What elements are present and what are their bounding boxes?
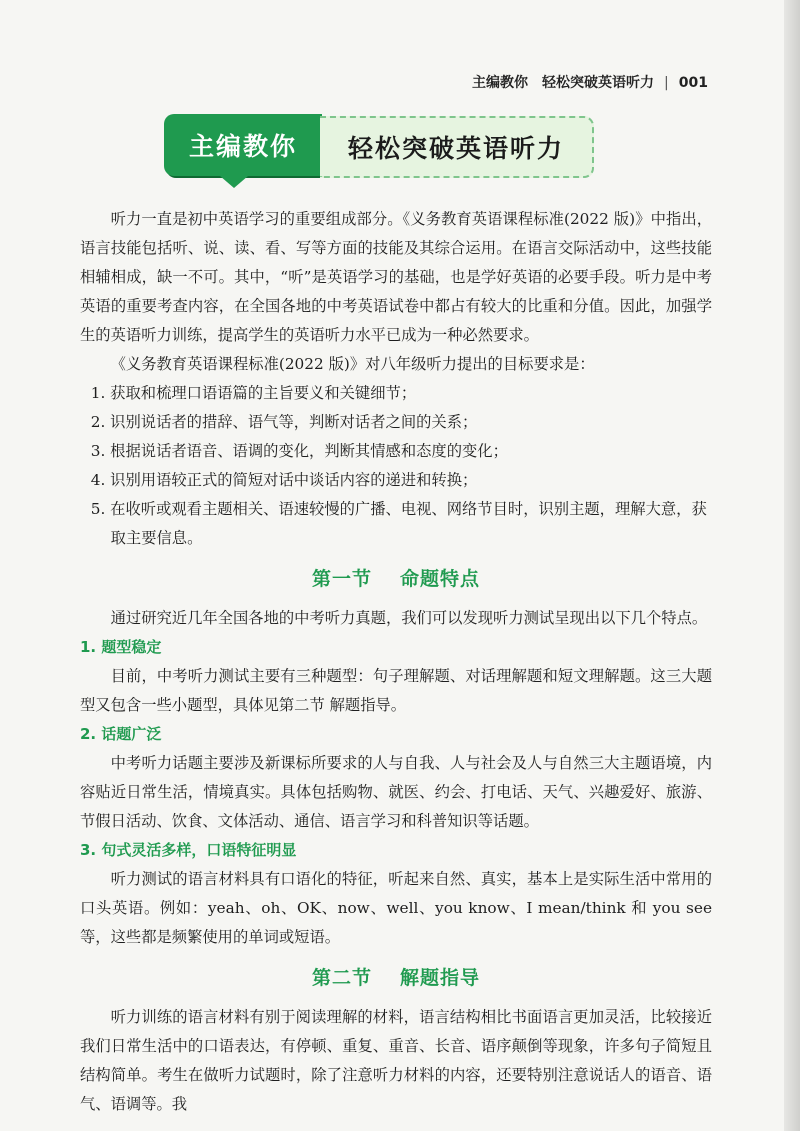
goal-item: 2. 识别说话者的措辞、语气等，判断对话者之间的关系； (90, 413, 478, 431)
goal-item: 4. 识别用语较正式的简短对话中谈话内容的递进和转换； (90, 471, 478, 489)
feature-heading: 1. 题型稳定 (80, 638, 162, 656)
feature-heading: 2. 话题广泛 (80, 725, 162, 743)
goals-lead: 《义务教育英语课程标准(2022 版)》对八年级听力提出的目标要求是： (110, 355, 595, 373)
chapter-banner (164, 114, 594, 186)
feature-text: 目前，中考听力测试主要有三种题型：句子理解题、对话理解题和短文理解题。这三大题型又包含一些小题型，具体见第二节 解题指导。 (80, 667, 712, 714)
feature-text: 听力测试的语言材料具有口语化的特征，听起来自然、真实，基本上是实际生活中常用的口头英语。例如：yeah、oh、OK、now、well、you know、I mean/think 和 you see 等，这些都是频繁使用的单词或短语。 (80, 870, 712, 946)
section-2-title (80, 964, 712, 993)
section-2-name: 解题指导 (400, 967, 481, 989)
page-edge-shadow (784, 0, 800, 1131)
feature-text: 中考听力话题主要涉及新课标所要求的人与自我、人与社会及人与自然三大主题语境，内容贴近日常生活，情境真实。具体包括购物、就医、约会、打电话、天气、兴趣爱好、旅游、节假日活动、饮食、文体活动、通信、语言学习和科普知识等话题。 (80, 754, 712, 830)
goal-item: 5. 在收听或观看主题相关、语速较慢的广播、电视、网络节目时，识别主题，理解大意，获取主要信息。 (90, 500, 707, 547)
goal-item: 1. 获取和梳理口语语篇的主旨要义和关键细节； (90, 384, 417, 402)
section-1-intro: 通过研究近几年全国各地的中考听力真题，我们可以发现听力测试呈现出以下几个特点。 (110, 609, 708, 627)
banner-label: 主编教你 (164, 114, 322, 176)
header-title: 主编教你 轻松突破英语听力 (472, 75, 655, 91)
goal-item: 3. 根据说话者语音、语调的变化，判断其情感和态度的变化； (90, 442, 508, 460)
feature-heading: 3. 句式灵活多样，口语特征明显 (80, 841, 297, 859)
section-1-name: 命题特点 (400, 568, 481, 590)
banner-title: 轻松突破英语听力 (320, 116, 594, 178)
running-header (472, 72, 708, 92)
section-2-number: 第二节 (311, 967, 372, 989)
section-1-title (80, 565, 712, 594)
intro-paragraph: 听力一直是初中英语学习的重要组成部分。《义务教育英语课程标准(2022 版)》中指出，语言技能包括听、说、读、看、写等方面的技能及其综合运用。在语言交际活动中，这些技能相辅相成，缺一不可。其中，“听”是英语学习的基础，也是学好英语的必要手段。听力是中考英语的重要考查内容，在全国各地的中考英语试卷中都占有较大的比重和分值。因此，加强学生的英语听力训练，提高学生的英语听力水平已成为一种必然要求。 (80, 210, 712, 344)
page-number: 001 (678, 75, 708, 91)
section-1-number: 第一节 (311, 568, 372, 590)
banner-notch (220, 176, 248, 188)
page-body (80, 205, 712, 1119)
section-2-text: 听力训练的语言材料有别于阅读理解的材料，语言结构相比书面语言更加灵活，比较接近我们日常生活中的口语表达，有停顿、重复、重音、长音、语序颠倒等现象，许多句子简短且结构简单。考生在做听力试题时，除了注意听力材料的内容，还要特别注意说话人的语音、语气、语调等。我 (80, 1008, 712, 1113)
header-separator: | (664, 75, 669, 91)
